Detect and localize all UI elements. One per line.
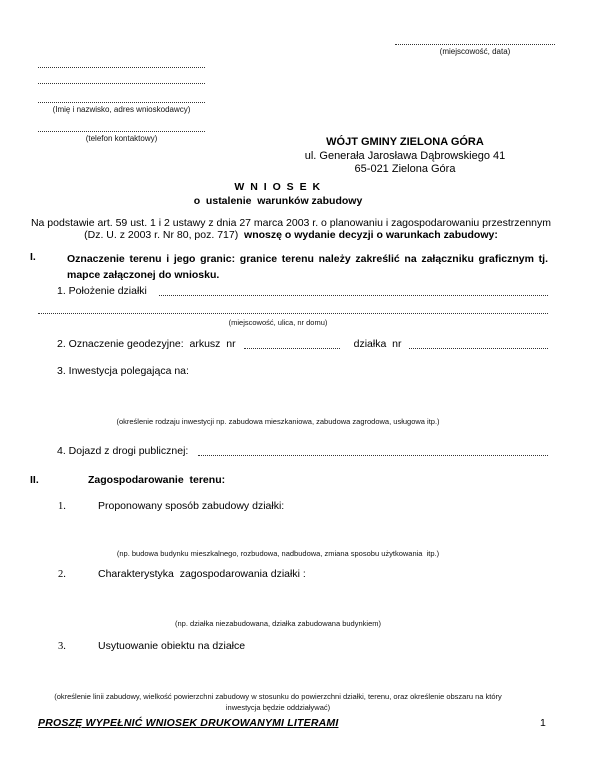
section-i-heading-line1: Oznaczenie terenu i jego granic: granice terenu należy zakreślić na załączniku graficznym tj. <box>67 253 548 265</box>
subitem-1-label: Proponowany sposób zabudowy działki: <box>98 500 285 512</box>
phone-caption: (telefon kontaktowy) <box>85 134 158 143</box>
subitem-3-hint-line2: inwestycja będzie oddziaływać) <box>225 703 331 712</box>
applicant-fill-line-3 <box>38 102 205 103</box>
dzialka-nr-fill-line <box>409 348 548 349</box>
polozenie-fill-line <box>159 295 548 296</box>
phone-fill-line <box>38 131 205 132</box>
subitem-3-hint-line1: (określenie linii zabudowy, wielkość powierzchni zabudowy w stosunku do powierzchni działki, terenu, oraz określenie obszaru na który <box>54 692 502 701</box>
subitem-3-hint <box>10 691 546 713</box>
polozenie-fill-line-2 <box>38 313 548 314</box>
addressee-city: 65-021 Zielona Góra <box>354 163 456 175</box>
subitem-3-number: 3. <box>58 641 66 652</box>
subitem-3-label: Usytuowanie obiektu na działce <box>98 640 246 652</box>
footer-note: PROSZĘ WYPEŁNIĆ WNIOSEK DRUKOWANYMI LITERAMI <box>38 717 339 729</box>
polozenie-hint: (miejscowość, ulica, nr domu) <box>228 318 328 327</box>
item-polozenie-label: 1. Położenie działki <box>57 285 147 297</box>
section-i-number: I. <box>30 251 36 263</box>
subitem-2-label: Charakterystyka zagospodarowania działki : <box>98 568 306 580</box>
addressee-block <box>300 136 510 177</box>
form-title-block <box>0 181 556 208</box>
applicant-caption: (Imię i nazwisko, adres wnioskodawcy) <box>52 105 191 114</box>
section-i-heading-line2: mapce załączonej do wniosku. <box>67 269 220 281</box>
item-oznaczenie-geodezyjne <box>57 338 548 351</box>
page-number: 1 <box>540 717 546 729</box>
item-polozenie-dzialki <box>57 285 548 298</box>
section-ii-heading: Zagospodarowanie terenu: <box>88 474 226 486</box>
section-ii-number: II. <box>30 474 39 486</box>
section-i-heading <box>67 251 548 283</box>
item-geodezyjne-label-b: działka nr <box>353 338 402 350</box>
inwestycja-hint: (określenie rodzaju inwestycji np. zabudowa mieszkaniowa, zabudowa zagrodowa, usługowa itp.) <box>116 417 440 426</box>
legal-basis-block <box>0 217 582 241</box>
subitem-2-number: 2. <box>58 569 66 580</box>
arkusz-nr-fill-line <box>244 348 340 349</box>
applicant-fill-line-2 <box>38 83 205 84</box>
subitem-1-hint: (np. budowa budynku mieszkalnego, rozbudowa, nadbudowa, zmiana sposobu użytkowania itp.) <box>116 549 440 558</box>
legal-basis-line2: (Dz. U. z 2003 r. Nr 80, poz. 717) wnoszę o wydanie decyzji o warunkach zabudowy: <box>84 229 498 241</box>
place-date-fill-line <box>395 44 555 45</box>
legal-basis-line1: Na podstawie art. 59 ust. 1 i 2 ustawy z dnia 27 marca 2003 r. o planowaniu i zagospodarowaniu przestrzennym <box>30 217 552 229</box>
form-subtitle: o ustalenie warunków zabudowy <box>193 194 363 207</box>
addressee-street: ul. Generała Jarosława Dąbrowskiego 41 <box>304 149 506 162</box>
applicant-fill-line-1 <box>38 67 205 68</box>
subitem-1-number: 1. <box>58 501 66 512</box>
item-inwestycja-label: 3. Inwestycja polegająca na: <box>57 365 189 377</box>
item-dojazd-label: 4. Dojazd z drogi publicznej: <box>57 445 189 457</box>
subitem-2-hint: (np. działka niezabudowana, działka zabudowana budynkiem) <box>175 619 381 628</box>
form-title: W N I O S E K <box>234 181 322 193</box>
place-date-caption: (miejscowość, data) <box>439 47 511 56</box>
item-dojazd <box>57 445 548 458</box>
addressee-name: WÓJT GMINY ZIELONA GÓRA <box>326 136 484 148</box>
dojazd-fill-line <box>198 455 548 456</box>
item-geodezyjne-label-a: 2. Oznaczenie geodezyjne: arkusz nr <box>57 338 236 350</box>
